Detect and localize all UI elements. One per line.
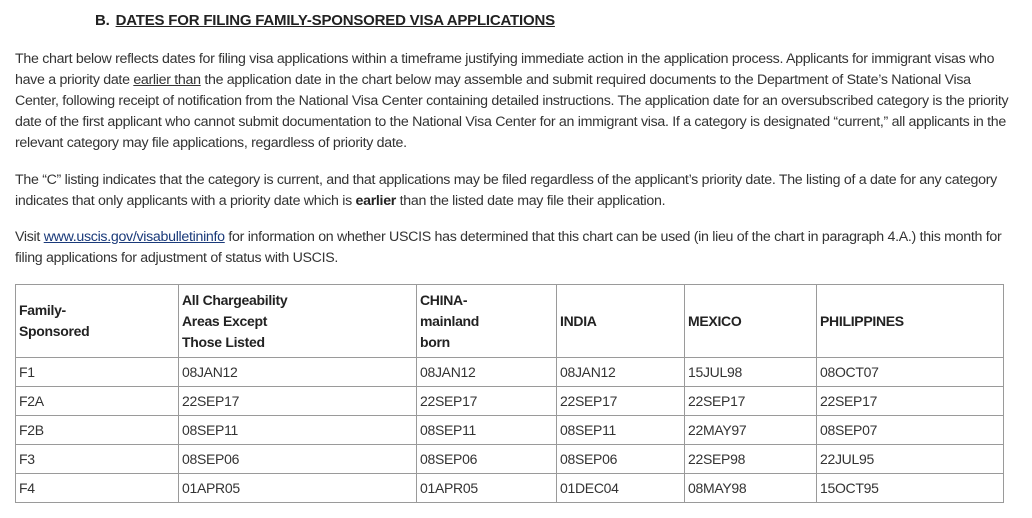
- date-cell: 08SEP06: [417, 445, 557, 474]
- table-body: [16, 358, 1004, 503]
- date-cell: 08SEP11: [557, 416, 685, 445]
- paragraph-current-listing: [15, 170, 1015, 212]
- paragraph-text: than the listed date may file their application.: [396, 193, 666, 209]
- table-row: [16, 387, 1004, 416]
- category-cell: F4: [16, 474, 179, 503]
- column-header: CHINA- mainland born: [417, 285, 557, 358]
- date-cell: 08SEP06: [179, 445, 417, 474]
- table-row: [16, 474, 1004, 503]
- category-cell: F1: [16, 358, 179, 387]
- column-header: PHILIPPINES: [817, 285, 1004, 358]
- paragraph-text: for information on whether USCIS has determined that this chart can be used (in lieu of the chart in paragraph 4.A.) this month for filing applications for adjustment of status with USCIS.: [15, 229, 1002, 266]
- date-cell: 08JAN12: [417, 358, 557, 387]
- column-header: All Chargeability Areas Except Those Listed: [179, 285, 417, 358]
- date-cell: 01APR05: [179, 474, 417, 503]
- date-cell: 08SEP11: [179, 416, 417, 445]
- date-cell: 22SEP17: [557, 387, 685, 416]
- category-cell: F2A: [16, 387, 179, 416]
- date-cell: 15JUL98: [685, 358, 817, 387]
- filing-dates-table: [15, 284, 1004, 503]
- category-cell: F2B: [16, 416, 179, 445]
- date-cell: 22SEP98: [685, 445, 817, 474]
- date-cell: 01APR05: [417, 474, 557, 503]
- date-cell: 08OCT07: [817, 358, 1004, 387]
- date-cell: 22SEP17: [179, 387, 417, 416]
- paragraph-text: Visit: [15, 229, 44, 245]
- column-header: Family- Sponsored: [16, 285, 179, 358]
- section-heading: [95, 12, 555, 29]
- date-cell: 08JAN12: [557, 358, 685, 387]
- date-cell: 22SEP17: [685, 387, 817, 416]
- date-cell: 08SEP11: [417, 416, 557, 445]
- date-cell: 08JAN12: [179, 358, 417, 387]
- table-row: [16, 445, 1004, 474]
- date-cell: 08MAY98: [685, 474, 817, 503]
- date-cell: 22MAY97: [685, 416, 817, 445]
- paragraph-text: The chart below reflects dates for filing visa applications within a timeframe justifying immediate action in the application process. Applicants for immigrant visas who have a priority date: [15, 51, 995, 88]
- paragraph-text: The “C” listing indicates that the category is current, and that applications may be filed regardless of the applicant’s priority date. The listing of a date for any category indicates that only applicants with a priority date which is: [15, 172, 997, 209]
- paragraph-uscis: [15, 227, 1015, 269]
- underlined-phrase: earlier than: [133, 72, 201, 88]
- bold-phrase: earlier: [355, 193, 397, 209]
- date-cell: 22JUL95: [817, 445, 1004, 474]
- paragraph-intro: [15, 49, 1015, 154]
- table-header-row: [16, 285, 1004, 358]
- date-cell: 01DEC04: [557, 474, 685, 503]
- date-cell: 08SEP07: [817, 416, 1004, 445]
- date-cell: 22SEP17: [417, 387, 557, 416]
- column-header: MEXICO: [685, 285, 817, 358]
- table-row: [16, 416, 1004, 445]
- section-letter: B.: [95, 12, 110, 29]
- column-header: INDIA: [557, 285, 685, 358]
- category-cell: F3: [16, 445, 179, 474]
- section-title: DATES FOR FILING FAMILY-SPONSORED VISA APPLICATIONS: [115, 12, 555, 29]
- table-row: [16, 358, 1004, 387]
- date-cell: 15OCT95: [817, 474, 1004, 503]
- paragraph-text: the application date in the chart below may assemble and submit required documents to the Department of State’s National Visa Center, following receipt of notification from the National Visa Center containing detailed instructions. The application date for an oversubscribed category is the priority date of the first applicant who cannot submit documentation to the National Visa Center for an immigrant visa. If a category is designated “current,” all applicants in the relevant category may file applications, regardless of priority date.: [15, 72, 1009, 151]
- date-cell: 08SEP06: [557, 445, 685, 474]
- uscis-link[interactable]: www.uscis.gov/visabulletininfo: [43, 229, 225, 245]
- date-cell: 22SEP17: [817, 387, 1004, 416]
